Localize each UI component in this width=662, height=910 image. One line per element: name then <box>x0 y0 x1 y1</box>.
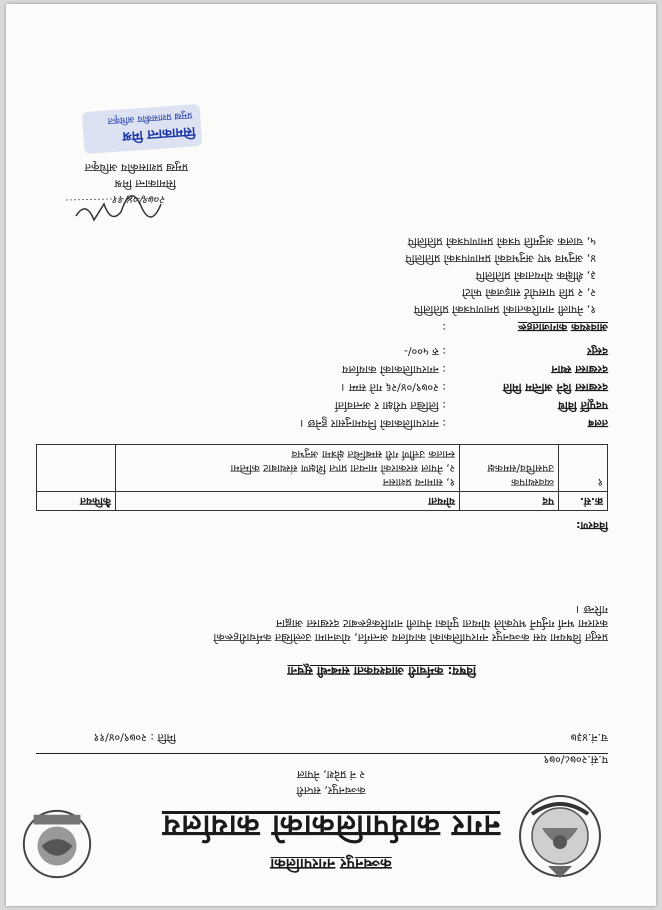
detail-label-place: दरखास्त स्थान <box>551 363 608 376</box>
rotated-notice-page <box>6 4 656 906</box>
cell-post <box>460 445 559 492</box>
qualification-line-2: २, नेपाल सरकारको मान्यता प्राप्त शिक्षण संस्थाबाट कम्तिमा <box>230 462 455 474</box>
cell-remark <box>37 445 116 492</box>
document-item-4: ४, अनुभव भए अनुभवको प्रमाणपत्रको प्रतिलिपि <box>405 252 596 265</box>
detail-value-deadline: : २०७९/०४/२६ गते सम्म । <box>341 381 446 394</box>
patra-sankhya: प.सं.२०७८/०७९ <box>543 753 608 766</box>
col-post: पद <box>460 492 559 511</box>
col-remark: कैफियत <box>37 492 116 511</box>
official-stamp <box>82 104 203 154</box>
office-address: कञ्चनपुर, सप्तरी <box>296 784 366 797</box>
stamp-title: प्रमुख प्रशासकीय अधिकृत <box>107 109 193 126</box>
stamp-name: सिमाकान्त मिश्र <box>121 123 196 144</box>
table-header-row <box>37 492 608 511</box>
table-row <box>37 445 608 492</box>
detail-label-documents: आवश्यक कागजातहरू <box>518 321 608 334</box>
document-item-2: २, २ प्रति पासपोर्ट साइजको फोटो <box>462 286 596 299</box>
detail-label-salary: तलब <box>587 417 608 430</box>
post-title: व्यवस्थापक <box>511 476 554 488</box>
col-sn: क्र.सं. <box>559 492 608 511</box>
office-title: नगर कार्यपालिकाको कार्यालय <box>161 808 501 843</box>
col-qualification: योग्यता <box>116 492 460 511</box>
detail-value-place: : नगरपालिकाको कार्यालय <box>342 363 446 376</box>
detail-value-salary: : नगरपालिकाको नियमानुसार हुनेछ । <box>300 417 446 430</box>
intro-line-2: करारमा भर्ना गर्नुपर्ने भएकोले योग्यता पुगेका नेपाली नागरिकहरूबाट दरखास्त आह्वान <box>276 617 608 630</box>
vacancy-table <box>36 444 608 511</box>
intro-line-1: प्रस्तुत विषयमा यस कञ्चनपुर नगरपालिकाको कार्यालय अन्तर्गत, योजनामा उल्लेखित कर्मचारीहरूको <box>213 631 608 644</box>
chalani-number: च.नं.४३७ <box>570 731 608 744</box>
detail-value-fee: : रु ५००/- <box>403 345 446 358</box>
detail-label-fee: दस्तुर <box>587 345 608 358</box>
signatory-designation: प्रमुख प्रशासकीय अधिकृत <box>84 161 188 174</box>
document-item-1: १, नेपाली नागरिकताको प्रमाणपत्रको प्रतिलिपि <box>413 303 596 316</box>
intro-line-3: गरिन्छ । <box>575 603 608 616</box>
document-item-3: ३, शैक्षिक योग्यताको प्रतिलिपि <box>475 269 596 282</box>
cell-sn: १ <box>559 445 608 492</box>
header-divider <box>36 753 608 754</box>
province-address: २ नं प्रदेश, नेपाल <box>296 768 366 781</box>
qualification-line-3: स्नातक उत्तीर्ण गरी सम्बन्धित क्षेत्रमा अनुभव <box>291 448 455 460</box>
document-sheet <box>6 4 656 906</box>
document-item-5: ५, चालक अनुमति पत्रको प्रमाणपत्रको प्रतिलिपि <box>407 235 596 248</box>
signature-date: २०७९/०४/११ <box>112 193 166 206</box>
vivaran-label: विवरण: <box>576 519 608 532</box>
municipality-name: कञ्चनपुर नगरपालिका <box>270 855 392 873</box>
subject-line: विषय: कर्मचारी आवश्यकता सम्बन्धी सूचना <box>287 664 476 678</box>
post-level: उपसचिव/समकक्ष <box>487 462 554 474</box>
detail-label-deadline: दरखास्त दिने अन्तिम मिति <box>502 381 608 394</box>
letter-date: मिति : २०७९/०४/११ <box>93 731 176 744</box>
signatory-name: सिमाकान्त मिश्र <box>114 177 176 190</box>
cell-qualification <box>116 445 460 492</box>
qualification-line-1: १, सामान्य प्रशासन <box>382 476 455 488</box>
detail-value-documents: : <box>442 321 446 334</box>
detail-value-method: : लिखित परीक्षा र अन्तर्वार्ता <box>334 399 446 412</box>
detail-label-method: पदपूर्ति विधि <box>558 399 608 412</box>
